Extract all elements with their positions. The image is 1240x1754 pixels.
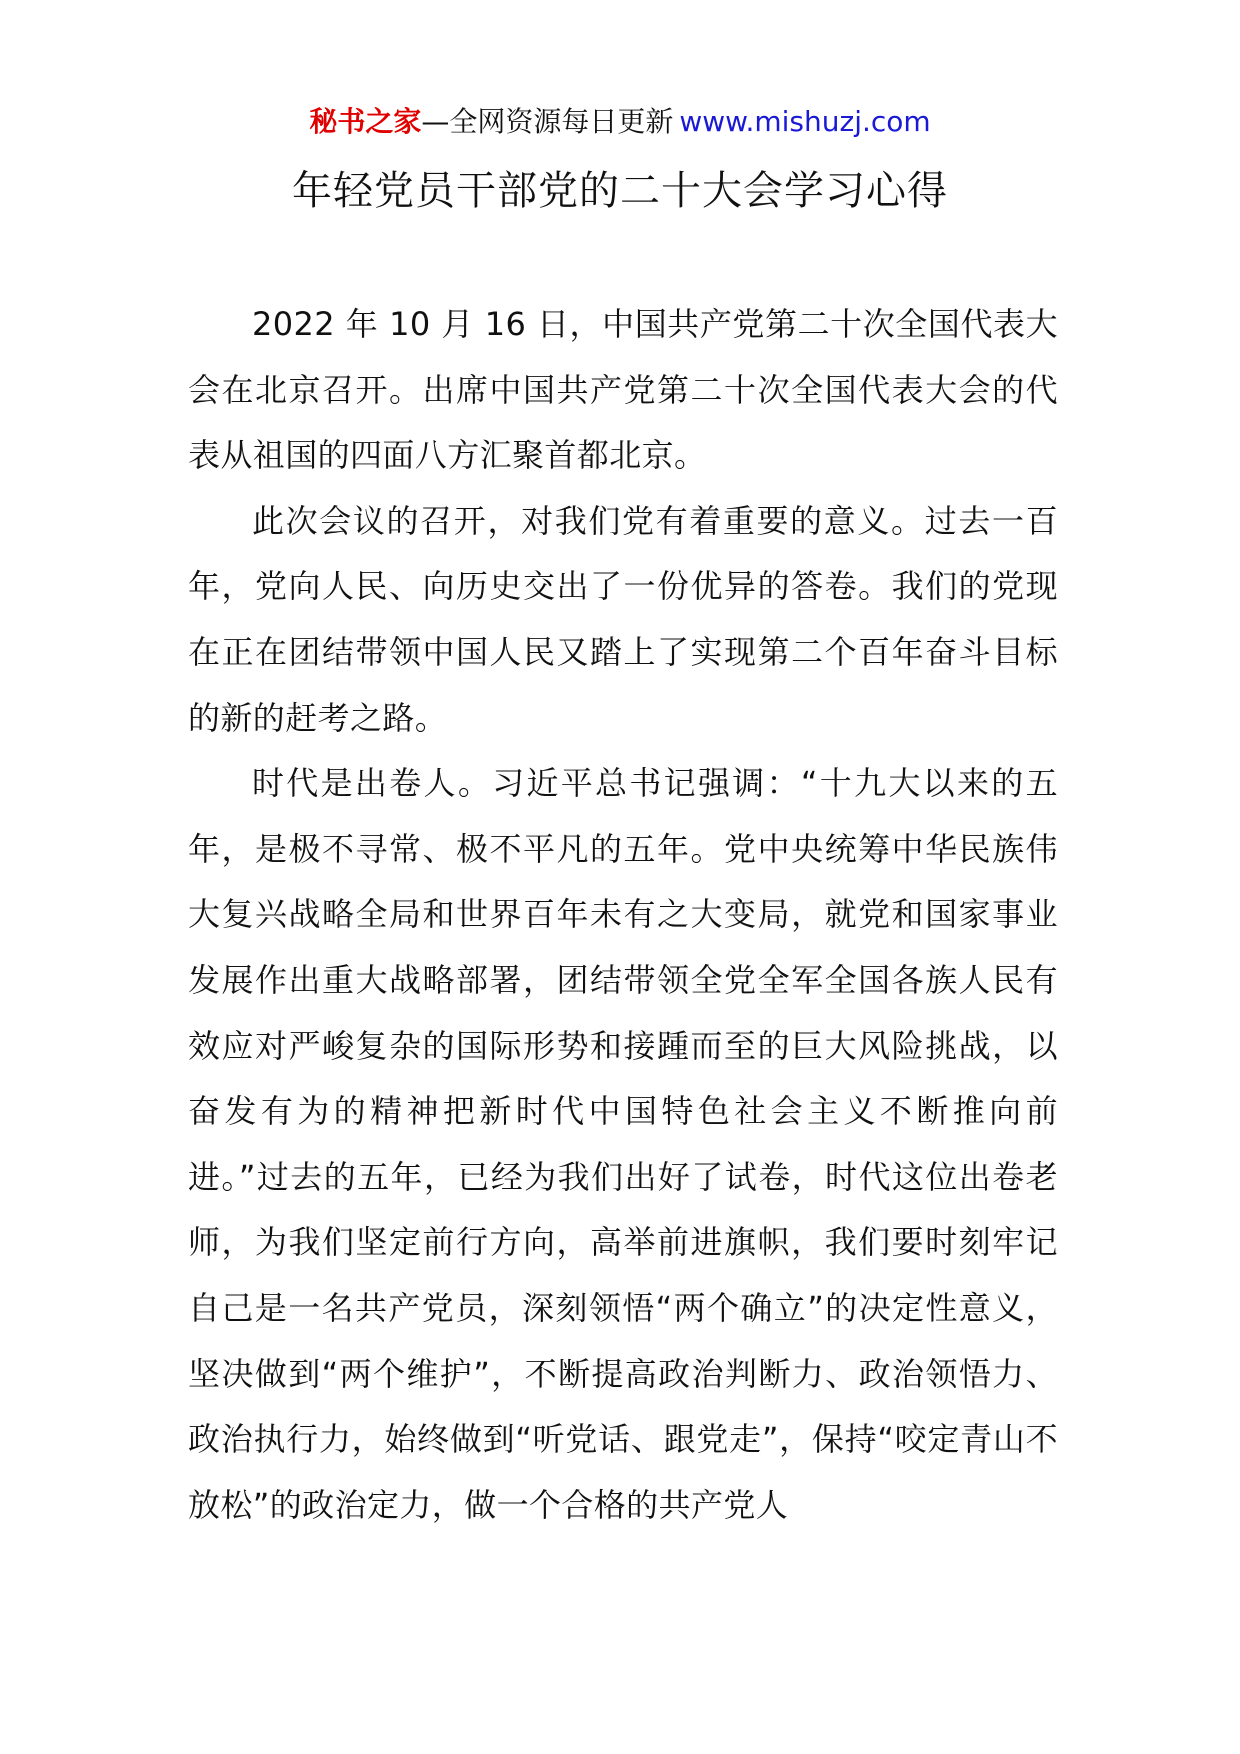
paragraph-2: 此次会议的召开，对我们党有着重要的意义。过去一百年，党向人民、向历史交出了一份优异的答卷。我们的党现在正在团结带领中国人民又踏上了实现第二个百年奋斗目标的新的赶考之路。 [188, 501, 1058, 737]
paragraph-3: 时代是出卷人。习近平总书记强调：“十九大以来的五年，是极不寻常、极不平凡的五年。党中央统筹中华民族伟大复兴战略全局和世界百年未有之大变局，就党和国家事业发展作出重大战略部署，团结带领全党全军全国各族人民有效应对严峻复杂的国际形势和接踵而至的巨大风险挑战，以奋发有为的精神把新时代中国特色社会主义不断推向前进。”过去的五年，已经为我们出好了试卷，时代这位出卷老师，为我们坚定前行方向，高举前进旗帜，我们要时刻牢记自己是一名共产党员，深刻领悟“两个确立”的决定性意义，坚决做到“两个维护”，不断提高政治判断力、政治领悟力、政治执行力，始终做到“听党话、跟党走”，保持“咬定青山不放松”的政治定力，做一个合格的共产党人 [188, 764, 1058, 1524]
brand-name: 秘书之家 [309, 105, 422, 138]
paragraph-1: 2022 年 10 月 16 日，中国共产党第二十次全国代表大会在北京召开。出席中国共产党第二十次全国代表大会的代表从祖国的四面八方汇聚首都北京。 [188, 305, 1058, 475]
site-url: www.mishuzj.com [679, 105, 931, 138]
document-title: 年轻党员干部党的二十大会学习心得 [292, 168, 948, 214]
header-tagline: —全网资源每日更新 [421, 105, 674, 138]
document-body [188, 292, 1058, 1538]
site-header [0, 102, 1240, 142]
